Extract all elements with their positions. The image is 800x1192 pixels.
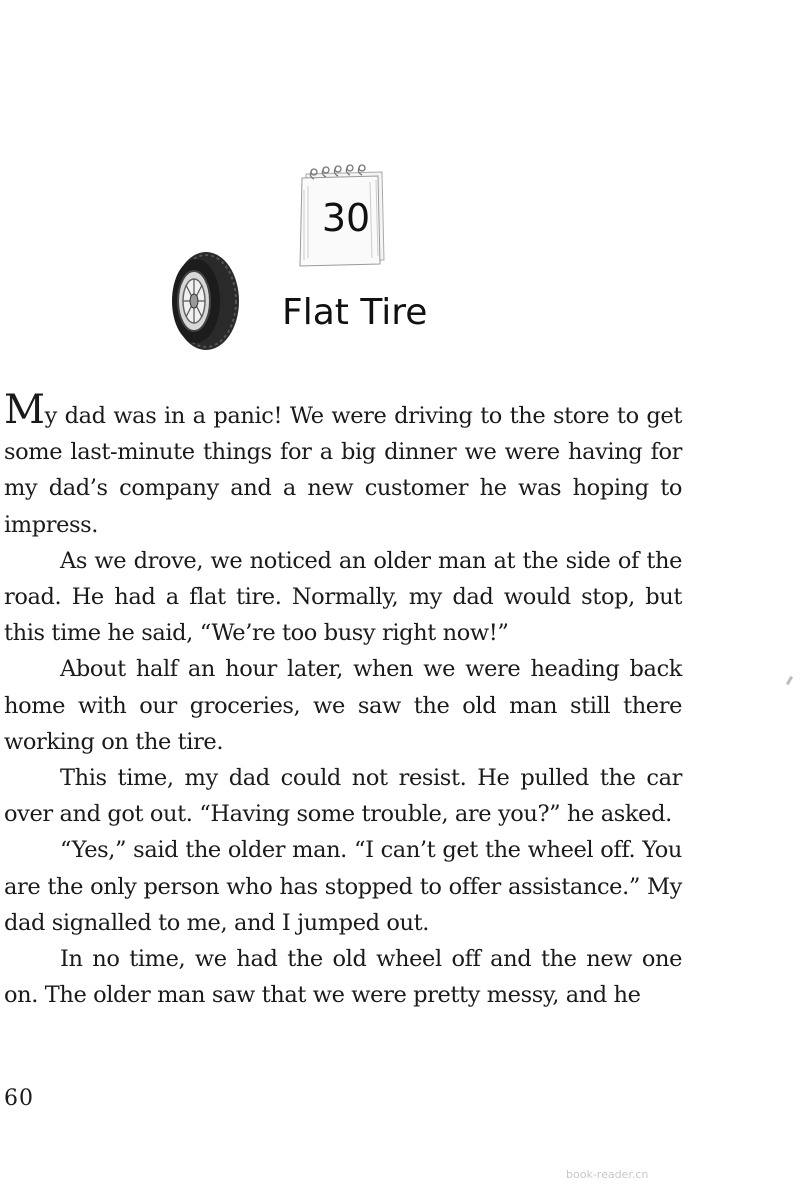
- paragraph: In no time, we had the old wheel off and the new one on. The older man saw that we were pretty messy, and he: [4, 946, 682, 1009]
- chapter-number: 30: [321, 196, 371, 240]
- margin-mark: [786, 676, 793, 685]
- watermark: book-reader.cn: [566, 1168, 649, 1181]
- chapter-header: [0, 0, 800, 380]
- paragraph: About half an hour later, when we were heading back home with our groceries, we saw the old man still there working on the tire.: [4, 656, 682, 755]
- tire-icon: [166, 248, 242, 358]
- paragraph: As we drove, we noticed an older man at the side of the road. He had a flat tire. Normally, my dad would stop, but this time he said, “We’re too busy right now!”: [4, 547, 682, 647]
- story-text: [4, 387, 682, 1013]
- page-number: 60: [4, 1086, 34, 1111]
- paragraph: “Yes,” said the older man. “I can’t get the wheel off. You are the only person who has stopped to offer assistance.” My dad signalled to me, and I jumped out.: [4, 837, 682, 936]
- paragraph: This time, my dad could not resist. He pulled the car over and got out. “Having some trouble, are you?” he asked.: [4, 765, 682, 828]
- chapter-title: Flat Tire: [282, 292, 428, 333]
- drop-cap: M: [4, 387, 45, 433]
- paragraph: My dad was in a panic! We were driving to the store to get some last-minute things for a big dinner we were having for my dad’s company and a new customer he was hoping to impress.: [4, 387, 682, 538]
